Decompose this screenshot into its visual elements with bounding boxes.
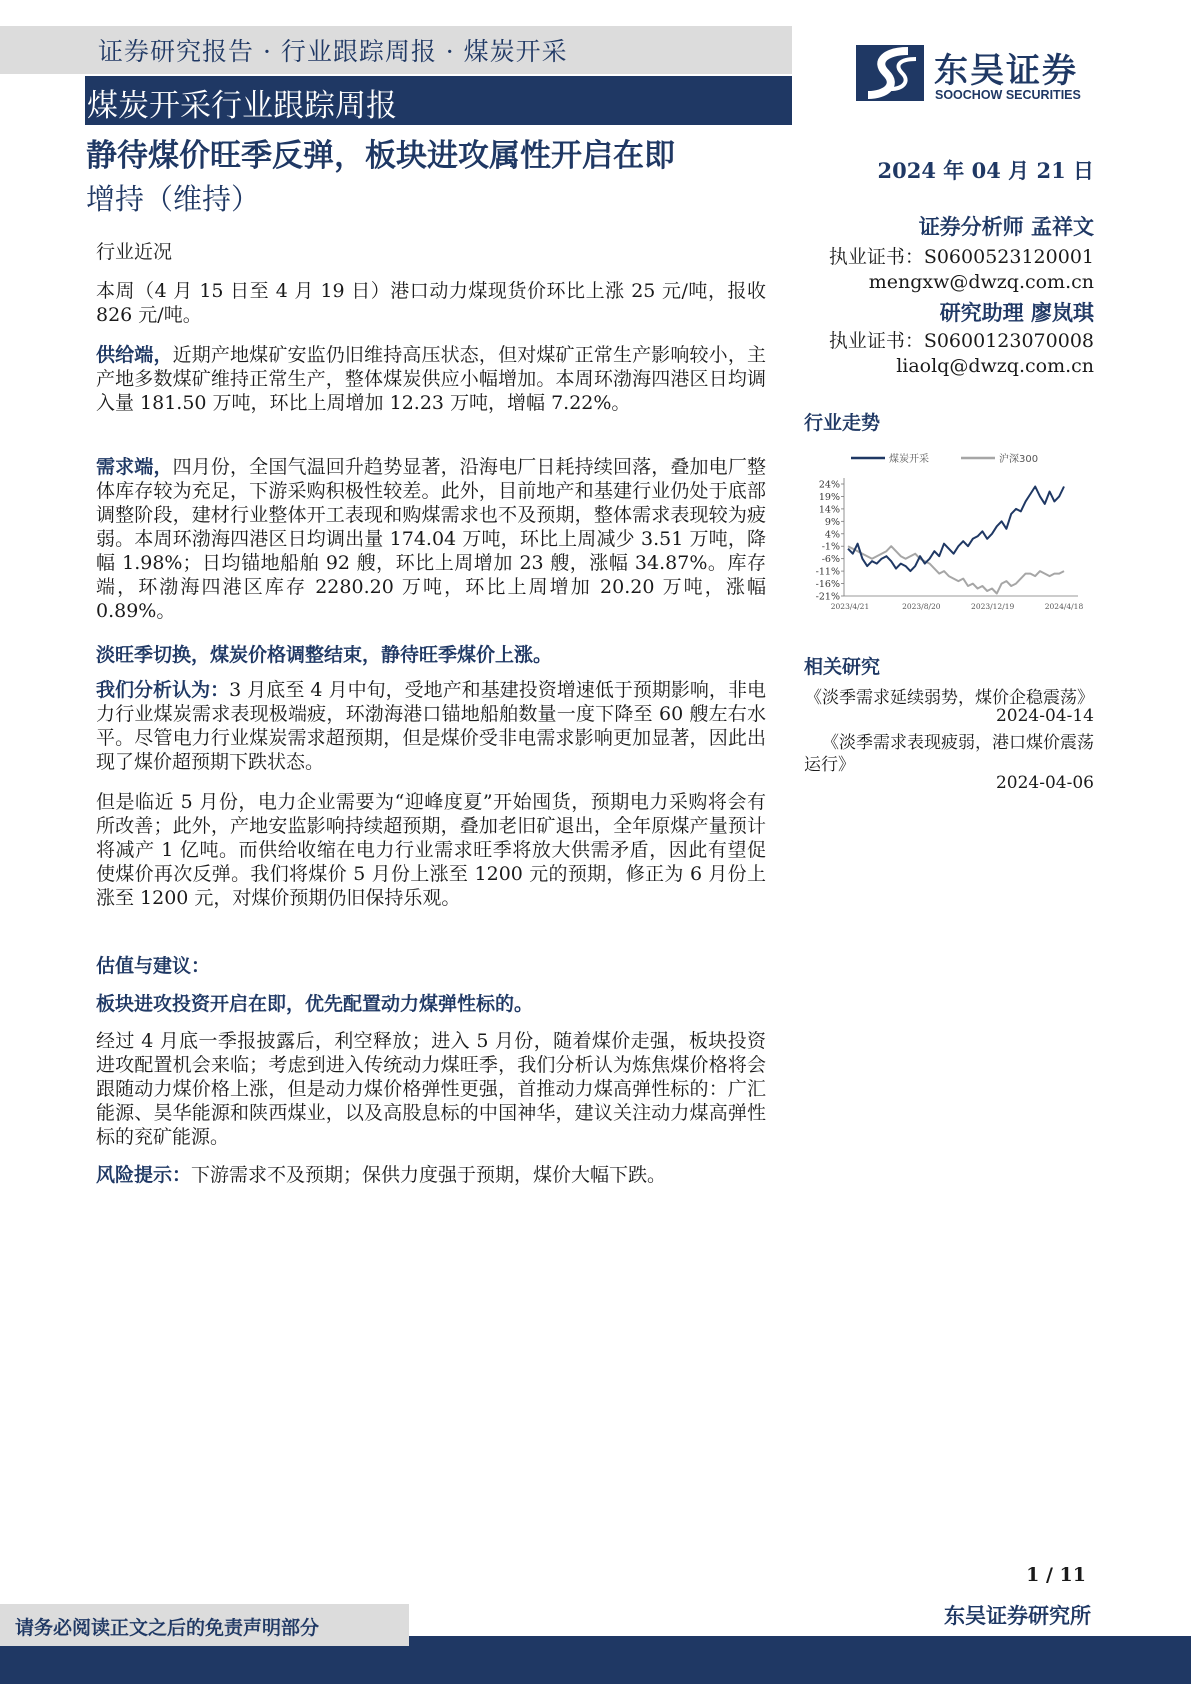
logo-text-cn: 东吴证券 [934,51,1078,91]
assistant-name: 研究助理 廖岚琪 [939,300,1094,325]
chart-legend [851,452,1038,465]
valuation-heading: 估值与建议： [96,955,211,977]
breadcrumb: 证券研究报告 · 行业跟踪周报 · 煤炭开采 [98,37,568,66]
assistant-email[interactable]: liaolq@dwzq.com.cn [896,355,1094,377]
analyst-license: 执业证书：S0600523120001 [828,246,1094,268]
y-tick-label: 9% [824,516,840,528]
paragraph-supply [96,343,766,415]
paragraph-recommendation: 经过 4 月底一季报披露后，利空释放；进入 5 月份，随着煤价走强，板块投资进攻配置机会来临；考虑到进入传统动力煤旺季，我们分析认为炼焦煤价格将会跟随动力煤价格上涨，但是动力煤价格弹性更强，首推动力煤高弹性标的：广汇能源、昊华能源和陕西煤业，以及高股息标的中国神华，建议关注动力煤高弹性标的兖矿能源。 [96,1030,766,1148]
rating-label: 增持（维持） [86,182,261,216]
x-tick-label: 2023/8/20 [902,602,941,611]
paragraph-analysis [96,678,766,774]
analysis-text: 3 月底至 4 月中旬，受地产和基建投资增速低于预期影响，非电力行业煤炭需求表现极端疲，环渤海港口锚地船舶数量一度下降至 60 艘左右水平。尽管电力行业煤炭需求超预期，但是煤价受非电需求影响更加显著，因此出现了煤价超预期下跌状态。 [96,679,766,773]
analyst-email[interactable]: mengxw@dwzq.com.cn [868,271,1094,293]
demand-label: 需求端， [96,456,173,478]
y-tick-label: -21% [815,591,840,603]
x-tick-label: 2024/4/18 [1044,602,1084,611]
industry-trend-chart [806,444,1086,616]
risk-text: 下游需求不及预期；保供力度强于预期，煤价大幅下跌。 [191,1164,667,1186]
company-logo [856,45,1106,105]
footer-brand: 东吴证券研究所 [944,1603,1091,1628]
legend-label: 沪深300 [999,454,1039,465]
x-tick-label: 2023/12/19 [971,602,1015,611]
related-report-title-cont[interactable]: 运行》 [804,755,855,775]
overview-heading: 行业近况 [96,241,173,263]
demand-text: 四月份，全国气温回升趋势显著，沿海电厂日耗持续回落，叠加电厂整体库存较为充足，下游采购积极性较差。此外，目前地产和基建行业仍处于底部调整阶段，建材行业整体开工表现和购煤需求也不及预期，整体需求表现较为疲弱。本周环渤海四港区日均调出量 174.04 万吨，环比上周减少 3.51 万吨，降幅 1.98%；日均锚地船舶 92 艘，环比上周增加 23 艘，涨幅 34.87%。库存端，环渤海四港区库存 2280.20 万吨，环比上周增加 20.20 万吨，涨幅 0.89%。 [96,456,766,622]
y-tick-label: 19% [818,491,840,503]
analyst-name: 证券分析师 孟祥文 [918,214,1094,239]
paragraph-may: 但是临近 5 月份，电力企业需要为“迎峰度夏”开始囤货，预期电力采购将会有所改善；此外，产地安监影响持续超预期，叠加老旧矿退出，全年原煤产量预计将减产 1 亿吨。而供给收缩在电力行业需求旺季将放大供需矛盾，因此有望促使煤价再次反弹。我们将煤价 5 月份上涨至 1200 元的预期，修正为 6 月份上涨至 1200 元，对煤价预期仍旧保持乐观。 [96,791,766,909]
title-banner [85,76,792,125]
logo-text-en: SOOCHOW SECURITIES [935,88,1081,102]
related-heading: 相关研究 [804,656,881,678]
report-date: 2024 年 04 月 21 日 [877,158,1094,183]
y-tick-label: 24% [818,479,840,491]
risk-label: 风险提示： [96,1164,192,1186]
page-title: 静待煤价旺季反弹，板块进攻属性开启在即 [86,138,675,174]
paragraph-risk [96,1163,766,1187]
trend-heading: 行业走势 [804,412,881,434]
disclaimer-text: 请务必阅读正文之后的免责声明部分 [15,1617,320,1639]
series-line [848,487,1064,572]
logo-mark-icon [856,45,924,101]
breadcrumb-bar [0,26,792,74]
attack-heading: 板块进攻投资开启在即，优先配置动力煤弹性标的。 [96,993,534,1015]
report-series-title: 煤炭开采行业跟踪周报 [87,88,397,124]
supply-text: 近期产地煤矿安监仍旧维持高压状态，但对煤矿正常生产影响较小，主产地多数煤矿维持正常生产，整体煤炭供应小幅增加。本周环渤海四港区日均调入量 181.50 万吨，环比上周增加 12.23 万吨，增幅 7.22%。 [96,344,766,414]
legend-label: 煤炭开采 [889,454,929,465]
paragraph-price: 本周（4 月 15 日至 4 月 19 日）港口动力煤现货价环比上涨 25 元/吨，报收 826 元/吨。 [96,280,766,326]
chart-series [848,487,1064,594]
paragraph-demand [96,455,766,623]
y-tick-label: -1% [821,541,840,553]
page-number: 1 / 11 [1026,1564,1086,1586]
y-tick-label: -11% [815,566,840,578]
y-tick-label: 14% [818,504,840,516]
chart-y-axis [816,478,844,603]
related-report-title[interactable]: 《淡季需求表现疲弱，港口煤价震荡 [822,733,1094,753]
related-report-date: 2024-04-06 [995,773,1094,793]
chart-x-axis [831,596,1084,611]
season-heading: 淡旺季切换，煤炭价格调整结束，静待旺季煤价上涨。 [96,644,553,666]
x-tick-label: 2023/4/21 [830,602,870,611]
y-tick-label: -6% [821,554,840,566]
assistant-license: 执业证书：S0600123070008 [828,330,1094,352]
related-report-title[interactable]: 《淡季需求延续弱势，煤价企稳震荡》 [805,688,1094,708]
analysis-label: 我们分析认为： [96,679,230,701]
series-line [848,546,1064,593]
y-tick-label: -16% [815,579,840,591]
y-tick-label: 4% [824,529,840,541]
related-report-date: 2024-04-14 [995,706,1094,726]
supply-label: 供给端， [96,344,173,366]
